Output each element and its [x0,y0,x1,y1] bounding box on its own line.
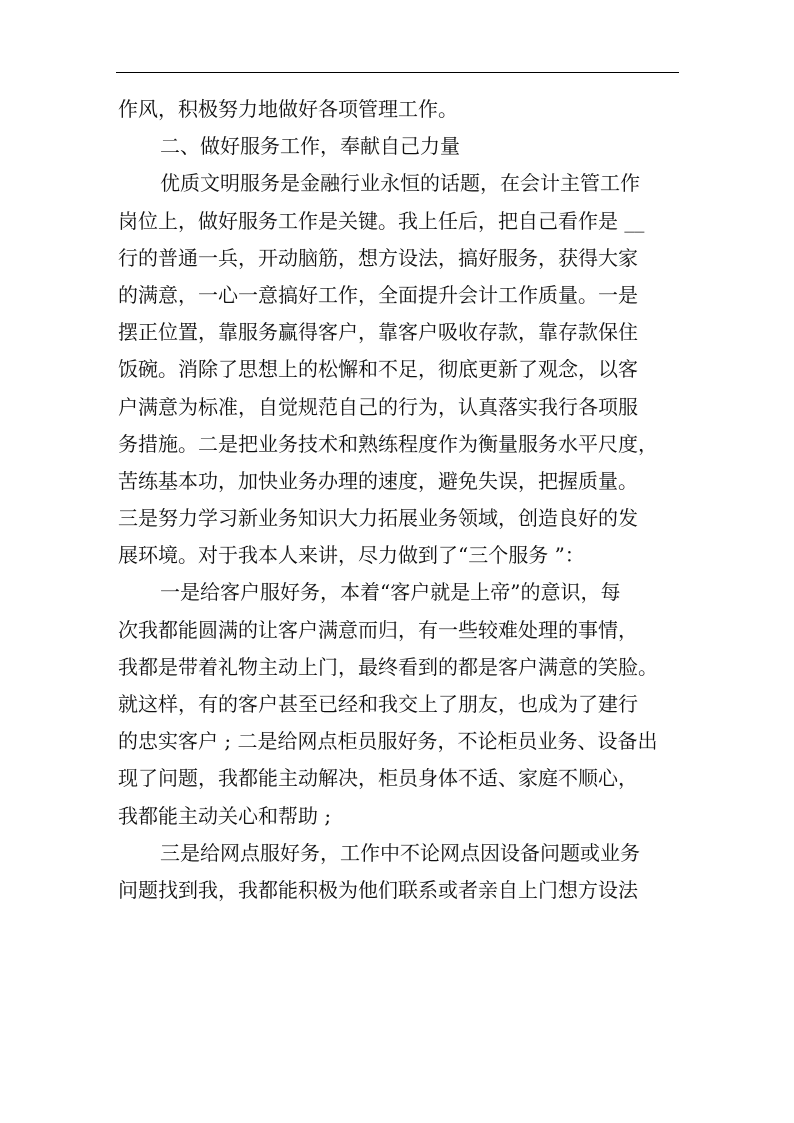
text-line: 行的普通一兵，开动脑筋，想方设法，搞好服务，获得大家 [118,245,638,270]
text-line: 户满意为标准，自觉规范自己的行为，认真落实我行各项服 [118,394,638,419]
text-line: 优质文明服务是金融行业永恒的话题，在会计主管工作 [160,171,640,196]
text-line: 现了问题，我都能主动解决，柜员身体不适、家庭不顺心， [118,766,638,791]
text-line: 作风，积极努力地做好各项管理工作。 [118,97,458,121]
text-line: 三是努力学习新业务知识大力拓展业务领域，创造良好的发 [118,506,638,531]
text-line: 就这样，有的客户甚至已经和我交上了朋友，也成为了建行 [118,692,638,716]
text-line: 一是给客户服好务，本着“客户就是上帝”的意识，每 [160,580,621,605]
text-line: 二、做好服务工作，奉献自己力量 [160,134,460,159]
text-line: 展环境。对于我本人来讲，尽力做到了“三个服务 ”： [118,543,585,568]
text-line: 务措施。二是把业务技术和熟练程度作为衡量服务水平尺度， [118,431,658,456]
text-line: 问题找到我，我都能积极为他们联系或者亲自上门想方设法 [118,877,638,902]
text-line: 的满意，一心一意搞好工作，全面提升会计工作质量。一是 [118,282,638,307]
header-rule [116,72,679,73]
text-line: 岗位上，做好服务工作是关键。我上任后，把自己看作是 __ [118,208,645,233]
text-line: 三是给网点服好务，工作中不论网点因设备问题或业务 [160,840,640,865]
text-line: 摆正位置，靠服务赢得客户，靠客户吸收存款，靠存款保住 [118,320,638,345]
text-line: 苦练基本功，加快业务办理的速度，避免失误，把握质量。 [118,468,638,493]
text-line: 的忠实客户 ; 二是给网点柜员服好务，不论柜员业务、设备出 [118,729,658,754]
text-line: 饭碗。消除了思想上的松懈和不足，彻底更新了观念，以客 [118,357,638,382]
text-line: 我都能主动关心和帮助 ; [118,803,332,828]
text-line: 次我都能圆满的让客户满意而归，有一些较难处理的事情， [118,617,638,642]
text-line: 我都是带着礼物主动上门，最终看到的都是客户满意的笑脸。 [118,654,658,679]
document-body [118,91,680,909]
